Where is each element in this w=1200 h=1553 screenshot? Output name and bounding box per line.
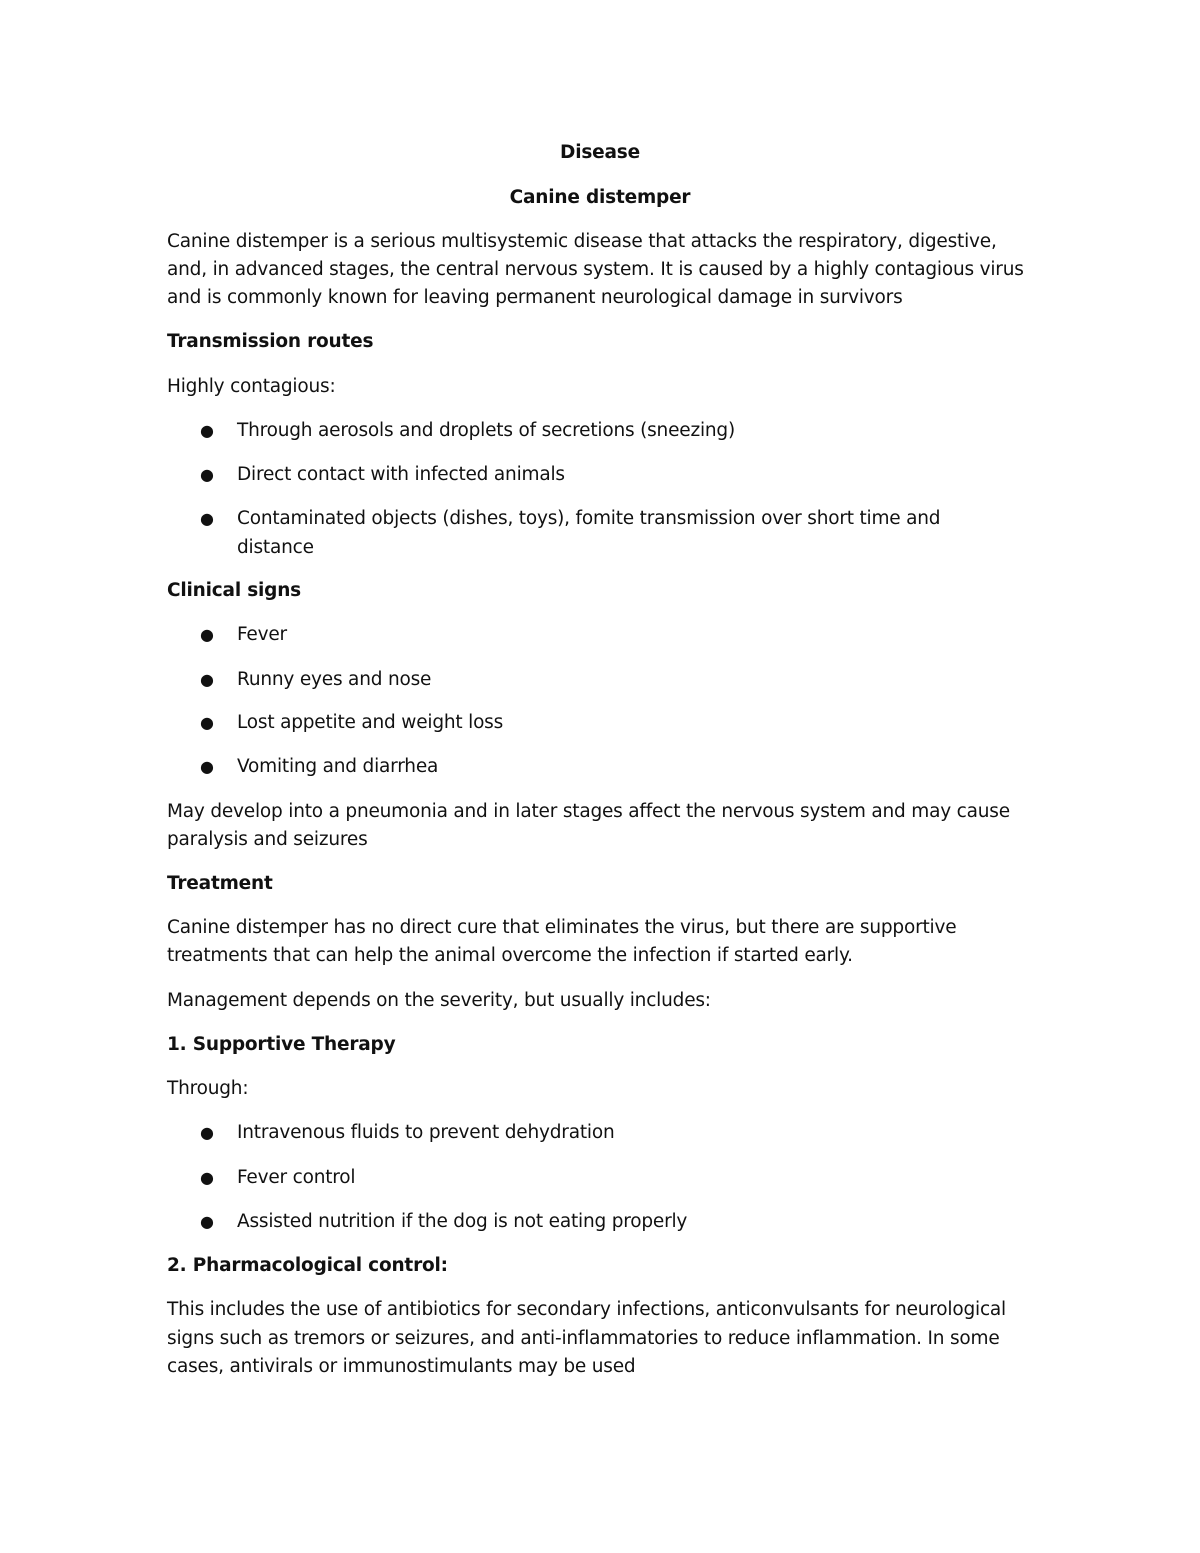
pharma-text: cases, antivirals or immunostimulants may be used (167, 1356, 636, 1377)
list-item: Runny eyes and nose (237, 669, 432, 690)
bullet-icon: ● (200, 757, 214, 776)
list-item: Through aerosols and droplets of secretions (sneezing) (237, 420, 735, 441)
supportive-lead: Through: (167, 1078, 249, 1099)
clinical-note: May develop into a pneumonia and in later stages affect the nervous system and may cause (167, 801, 1010, 822)
clinical-note: paralysis and seizures (167, 829, 368, 850)
transmission-heading: Transmission routes (167, 331, 374, 352)
document-subtitle: Canine distemper (509, 187, 691, 208)
pharma-heading: 2. Pharmacological control: (167, 1255, 448, 1276)
list-item: Fever (237, 624, 287, 645)
treatment-paragraph: Canine distemper has no direct cure that eliminates the virus, but there are supportive (167, 917, 957, 938)
pharma-text: This includes the use of antibiotics for secondary infections, anticonvulsants for neurological (167, 1299, 1007, 1320)
bullet-icon: ● (200, 509, 214, 528)
treatment-paragraph: Management depends on the severity, but usually includes: (167, 990, 711, 1011)
clinical-heading: Clinical signs (167, 580, 301, 601)
bullet-icon: ● (200, 1168, 214, 1187)
intro-line: and, in advanced stages, the central nervous system. It is caused by a highly contagious virus (167, 259, 1024, 280)
pharma-text: signs such as tremors or seizures, and anti-inflammatories to reduce inflammation. In some (167, 1328, 1000, 1349)
document-title: Disease (560, 142, 640, 163)
list-item-continuation: distance (237, 537, 314, 558)
list-item: Direct contact with infected animals (237, 464, 565, 485)
bullet-icon: ● (200, 421, 214, 440)
transmission-lead: Highly contagious: (167, 376, 336, 397)
treatment-heading: Treatment (167, 873, 273, 894)
bullet-icon: ● (200, 625, 214, 644)
supportive-heading: 1. Supportive Therapy (167, 1034, 396, 1055)
intro-line: Canine distemper is a serious multisystemic disease that attacks the respiratory, digestive, (167, 231, 997, 252)
bullet-icon: ● (200, 713, 214, 732)
list-item: Vomiting and diarrhea (237, 756, 439, 777)
bullet-icon: ● (200, 1123, 214, 1142)
intro-line: and is commonly known for leaving permanent neurological damage in survivors (167, 287, 903, 308)
list-item: Assisted nutrition if the dog is not eating properly (237, 1211, 688, 1232)
bullet-icon: ● (200, 465, 214, 484)
list-item: Lost appetite and weight loss (237, 712, 504, 733)
bullet-icon: ● (200, 670, 214, 689)
treatment-paragraph: treatments that can help the animal overcome the infection if started early. (167, 945, 853, 966)
bullet-icon: ● (200, 1212, 214, 1231)
list-item: Fever control (237, 1167, 356, 1188)
list-item: Contaminated objects (dishes, toys), fomite transmission over short time and (237, 508, 941, 529)
list-item: Intravenous fluids to prevent dehydration (237, 1122, 615, 1143)
